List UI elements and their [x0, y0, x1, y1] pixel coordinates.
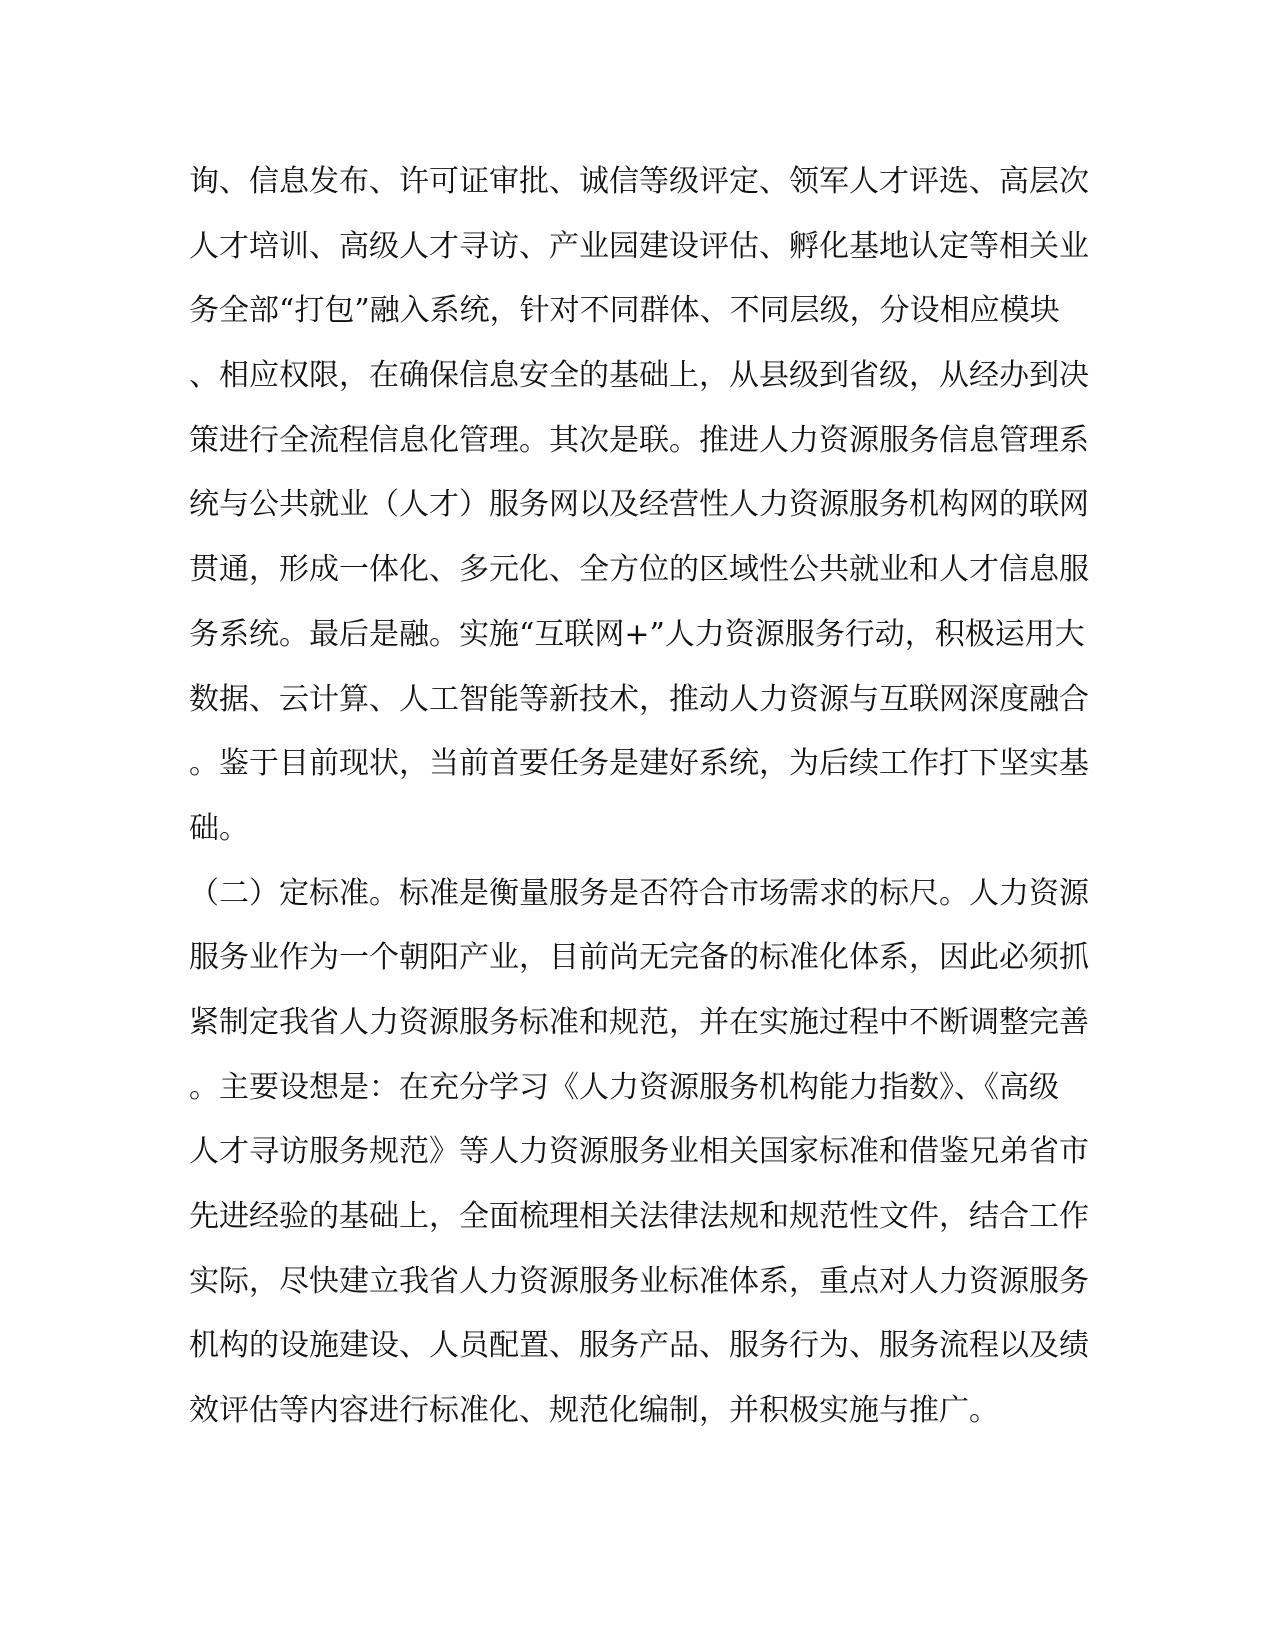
- text-line: 、相应权限，在确保信息安全的基础上，从县级到省级，从经办到决: [189, 358, 1089, 394]
- text-line: 务系统。最后是融。实施“互联网+”人力资源服务行动，积极运用大: [189, 616, 1085, 652]
- text-line: 人才寻访服务规范》等人力资源服务业相关国家标准和借鉴兄弟省市: [189, 1134, 1089, 1170]
- section-heading-line: （二）定标准。标准是衡量服务是否符合市场需求的标尺。人力资源: [189, 875, 1089, 911]
- text-line: 效评估等内容进行标准化、规范化编制，并积极实施与推广。: [189, 1393, 999, 1429]
- text-line: 。鉴于目前现状，当前首要任务是建好系统，为后续工作打下坚实基: [189, 746, 1089, 782]
- text-line: 务全部“打包”融入系统，针对不同群体、不同层级，分设相应模块: [189, 293, 1060, 329]
- text-line: 贯通，形成一体化、多元化、全方位的区域性公共就业和人才信息服: [189, 552, 1089, 588]
- text-line: 数据、云计算、人工智能等新技术，推动人力资源与互联网深度融合: [189, 681, 1089, 717]
- text-line: 统与公共就业（人才）服务网以及经营性人力资源服务机构网的联网: [189, 487, 1089, 523]
- text-line: 先进经验的基础上，全面梳理相关法律法规和规范性文件，结合工作: [189, 1199, 1089, 1234]
- text-line: 。主要设想是：在充分学习《人力资源服务机构能力指数》、《高级: [189, 1069, 1059, 1105]
- text-line: 询、信息发布、许可证审批、诚信等级评定、领军人才评选、高层次: [189, 164, 1089, 199]
- text-line: 服务业作为一个朝阳产业，目前尚无完备的标准化体系，因此必须抓: [189, 940, 1089, 976]
- text-line: 紧制定我省人力资源服务标准和规范，并在实施过程中不断调整完善: [189, 1004, 1089, 1040]
- text-line: 实际，尽快建立我省人力资源服务业标准体系，重点对人力资源服务: [189, 1263, 1089, 1299]
- text-line: 人才培训、高级人才寻访、产业园建设评估、孵化基地认定等相关业: [189, 228, 1089, 264]
- text-line: 策进行全流程信息化管理。其次是联。推进人力资源服务信息管理系: [189, 422, 1089, 458]
- text-line: 机构的设施建设、人员配置、服务产品、服务行为、服务流程以及绩: [189, 1328, 1089, 1364]
- body-text: [189, 150, 1089, 1444]
- text-line: 础。: [189, 810, 249, 846]
